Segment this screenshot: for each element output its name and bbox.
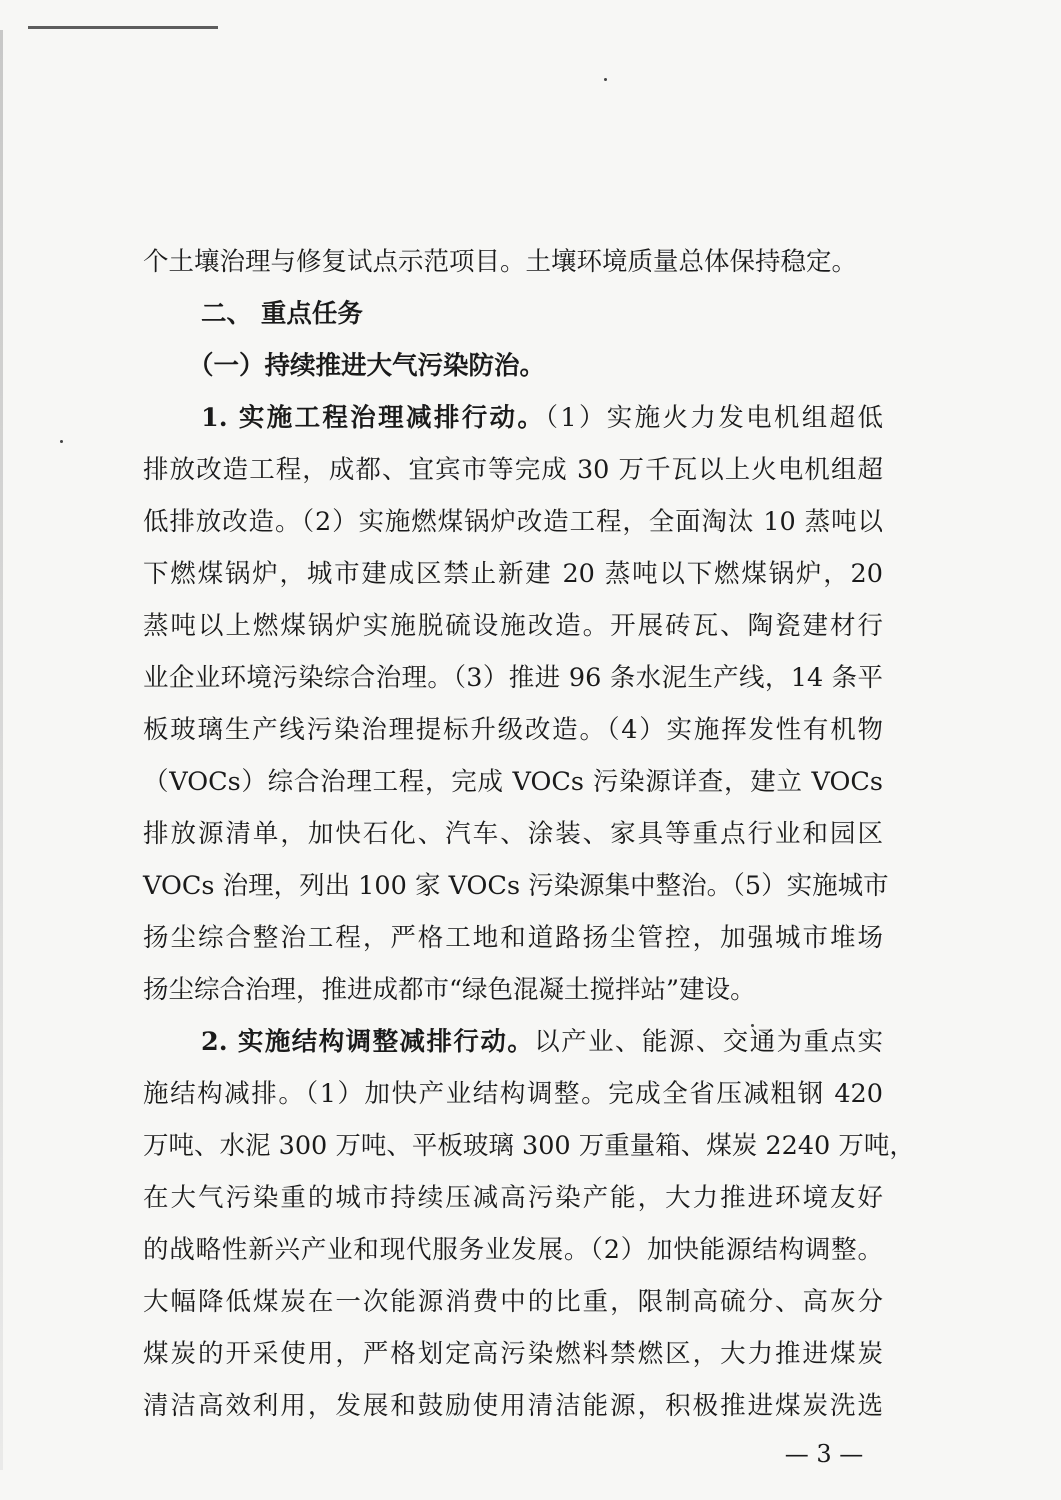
subsection-heading: （一）持续推进大气污染防治。	[188, 351, 546, 381]
item-heading: 2. 实施结构调整减排行动。	[201, 1027, 535, 1057]
paragraph-line: 蒸吨以上燃煤锅炉实施脱硫设施改造。开展砖瓦、陶瓷建材行	[143, 611, 883, 641]
item-heading: 1. 实施工程治理减排行动。	[201, 403, 546, 433]
paragraph-line: 下燃煤锅炉，城市建成区禁止新建 20 蒸吨以下燃煤锅炉，20	[143, 559, 883, 589]
document-body	[143, 236, 915, 1432]
paragraph-line: 煤炭的开采使用，严格划定高污染燃料禁燃区，大力推进煤炭	[143, 1339, 883, 1369]
section-heading: 二、 重点任务	[201, 299, 363, 329]
paragraph-line: 排放改造工程，成都、宜宾市等完成 30 万千瓦以上火电机组超	[143, 455, 883, 485]
paragraph-line	[143, 392, 883, 444]
paragraph-line: 扬尘综合治理，推进成都市“绿色混凝土搅拌站”建设。	[143, 975, 756, 1005]
paragraph-line	[143, 1016, 883, 1068]
page-number: — 3 —	[784, 1440, 864, 1468]
paragraph-line: 的战略性新兴产业和现代服务业发展。（2）加快能源结构调整。	[143, 1235, 883, 1265]
paragraph-line: 大幅降低煤炭在一次能源消费中的比重，限制高硫分、高灰分	[143, 1287, 883, 1317]
paragraph-line: 扬尘综合整治工程，严格工地和道路扬尘管控，加强城市堆场	[143, 923, 883, 953]
paragraph-line: VOCs 治理，列出 100 家 VOCs 污染源集中整治。（5）实施城市	[143, 871, 889, 901]
scan-left-shadow	[0, 30, 3, 1470]
scan-edge-mark	[28, 26, 218, 29]
paragraph-line: 清洁高效利用，发展和鼓励使用清洁能源，积极推进煤炭洗选	[143, 1391, 883, 1421]
item-text: 以产业、能源、交通为重点实	[534, 1027, 883, 1057]
scan-speck	[604, 78, 607, 81]
paragraph-line: （VOCs）综合治理工程，完成 VOCs 污染源详查，建立 VOCs	[143, 767, 883, 797]
paragraph-line: 业企业环境污染综合治理。（3）推进 96 条水泥生产线，14 条平	[143, 663, 883, 693]
scan-speck	[60, 440, 63, 443]
paragraph-line: 在大气污染重的城市持续压减高污染产能，大力推进环境友好	[143, 1183, 883, 1213]
paragraph-line: 施结构减排。（1）加快产业结构调整。完成全省压减粗钢 420	[143, 1079, 883, 1109]
paragraph-line: 低排放改造。（2）实施燃煤锅炉改造工程，全面淘汰 10 蒸吨以	[143, 507, 883, 537]
paragraph-line: 万吨、水泥 300 万吨、平板玻璃 300 万重量箱、煤炭 2240 万吨，	[143, 1131, 915, 1161]
paragraph-line: 个土壤治理与修复试点示范项目。土壤环境质量总体保持稳定。	[143, 247, 858, 277]
paragraph-line: 排放源清单，加快石化、汽车、涂装、家具等重点行业和园区	[143, 819, 883, 849]
item-text: （1）实施火力发电机组超低	[545, 403, 883, 433]
paragraph-line: 板玻璃生产线污染治理提标升级改造。（4）实施挥发性有机物	[143, 715, 883, 745]
